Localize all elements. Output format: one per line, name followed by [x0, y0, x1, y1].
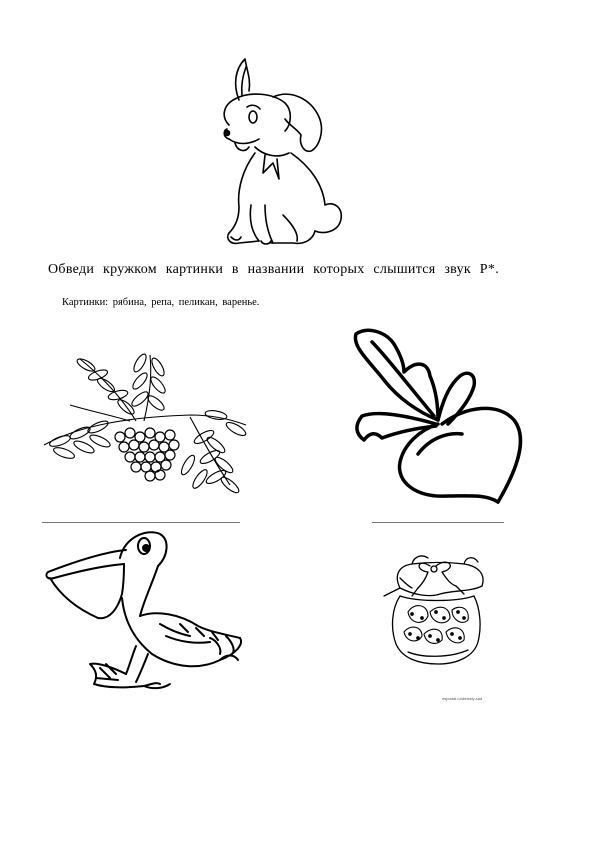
puppy-image: [215, 55, 345, 250]
turnip-image: [338, 320, 528, 510]
pelican-image: [40, 528, 250, 703]
pictures-list-text: Картинки: рябина, репа, пеликан, варенье.: [62, 297, 260, 308]
image-credit-text: nsportal.ru/detskiy-sad: [442, 696, 483, 701]
instruction-text: Обведи кружком картинки в названии которых слышится звук Р*.: [48, 262, 499, 277]
jam-jar-image: [378, 548, 498, 678]
divider-left: [42, 522, 240, 523]
rowan-image: [40, 345, 248, 505]
divider-right: [372, 522, 504, 523]
